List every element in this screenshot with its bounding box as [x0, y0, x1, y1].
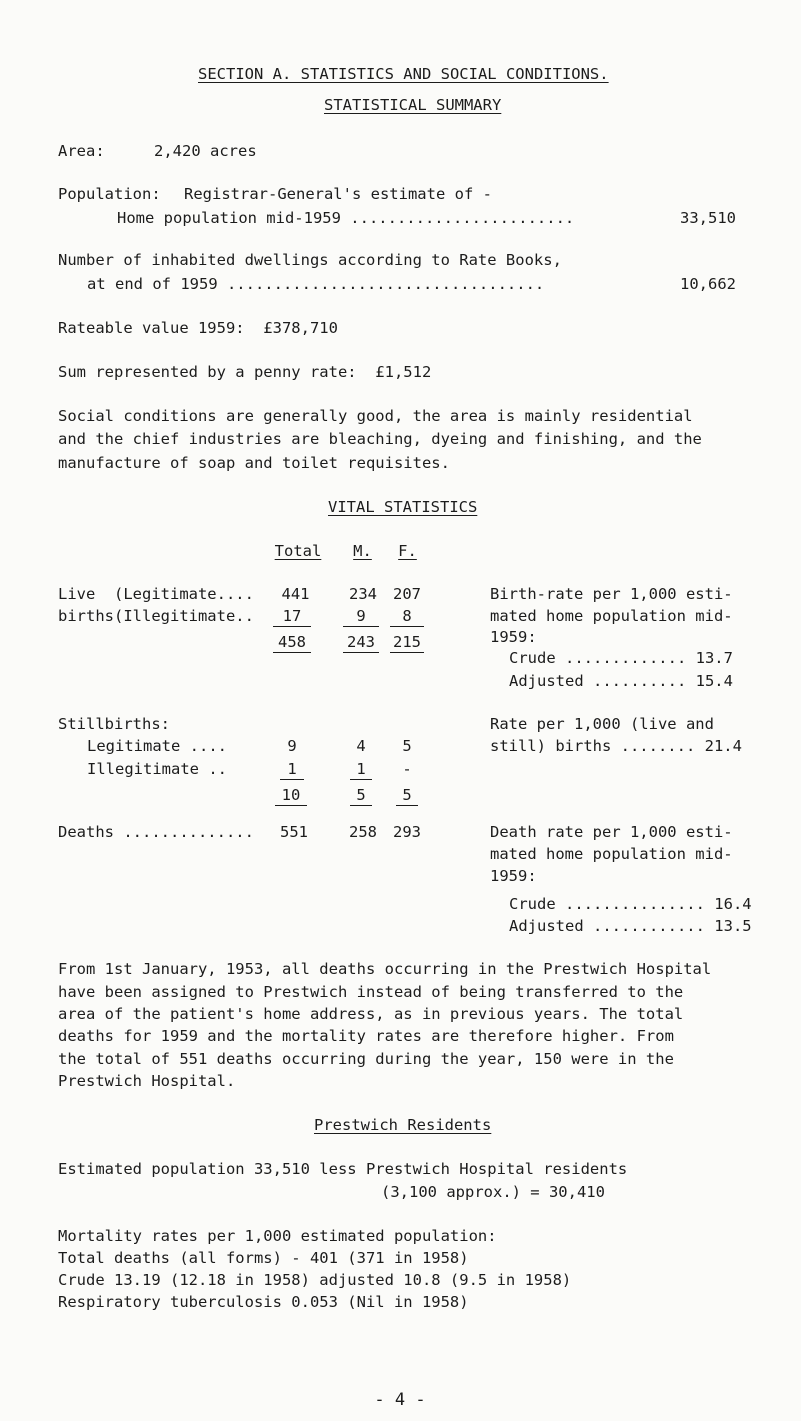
stillbirths-label: Stillbirths:: [58, 715, 170, 733]
still-sum-m: 5: [350, 786, 372, 806]
death-rate-line-3: 1959:: [490, 867, 537, 885]
mortality-line-1: Mortality rates per 1,000 estimated population:: [58, 1227, 497, 1245]
summary-title: STATISTICAL SUMMARY: [324, 96, 502, 114]
header-f: F.: [398, 542, 417, 560]
vital-statistics-title: VITAL STATISTICS: [328, 498, 478, 516]
area-label: Area:: [58, 142, 105, 160]
residents-line-1: Estimated population 33,510 less Prestwich Hospital residents: [58, 1160, 628, 1178]
live-births-label-1: Live (Legitimate....: [58, 585, 254, 603]
live-legit-f: 207: [393, 585, 421, 603]
area-value: 2,420 acres: [154, 142, 257, 160]
live-legit-total: 441: [281, 585, 310, 603]
hospital-note-line-4: deaths for 1959 and the mortality rates are therefore higher. From: [58, 1027, 674, 1045]
death-rate-crude: Crude ............... 16.4: [509, 895, 752, 913]
mortality-line-4: Respiratory tuberculosis 0.053 (Nil in 1958): [58, 1293, 469, 1311]
still-illegit-f: -: [402, 760, 412, 778]
still-rate-line-1: Rate per 1,000 (live and: [490, 715, 714, 733]
dwellings-line1: Number of inhabited dwellings according to Rate Books,: [58, 251, 562, 269]
population-line2: Home population mid-1959 ........................: [117, 209, 575, 227]
social-line-3: manufacture of soap and toilet requisites.: [58, 454, 450, 472]
death-rate-line-1: Death rate per 1,000 esti-: [490, 823, 733, 841]
mortality-line-3: Crude 13.19 (12.18 in 1958) adjusted 10.8 (9.5 in 1958): [58, 1271, 572, 1289]
hospital-note-line-2: have been assigned to Prestwich instead of being transferred to the: [58, 983, 684, 1001]
death-rate-line-2: mated home population mid-: [490, 845, 733, 863]
hospital-note-line-3: area of the patient's home address, as in previous years. The total: [58, 1005, 684, 1023]
still-illegit-m: 1: [350, 760, 372, 780]
deaths-f: 293: [393, 823, 421, 841]
penny-rate: Sum represented by a penny rate: £1,512: [58, 363, 432, 381]
live-sum-f: 215: [390, 633, 424, 653]
still-illegit-total: 1: [280, 760, 304, 780]
population-value: 33,510: [680, 209, 736, 227]
still-sum-total: 10: [275, 786, 307, 806]
hospital-note-line-6: Prestwich Hospital.: [58, 1072, 236, 1090]
still-legit-m: 4: [356, 737, 366, 755]
population-label: Population:: [58, 185, 161, 203]
live-illegit-m: 9: [343, 607, 379, 627]
rateable-value: Rateable value 1959: £378,710: [58, 319, 338, 337]
live-illegit-total: 17: [273, 607, 311, 627]
page-number: - 4 -: [374, 1390, 426, 1410]
death-rate-adjusted: Adjusted ............ 13.5: [509, 917, 752, 935]
dwellings-line2: at end of 1959 ..................................: [87, 275, 545, 293]
hospital-note-line-1: From 1st January, 1953, all deaths occurring in the Prestwich Hospital: [58, 960, 712, 978]
still-legit-f: 5: [402, 737, 412, 755]
live-illegit-f: 8: [390, 607, 424, 627]
mortality-line-2: Total deaths (all forms) - 401 (371 in 1958): [58, 1249, 469, 1267]
social-line-2: and the chief industries are bleaching, dyeing and finishing, and the: [58, 430, 702, 448]
deaths-m: 258: [349, 823, 377, 841]
birth-rate-line-3: 1959:: [490, 628, 537, 646]
birth-rate-adjusted: Adjusted .......... 15.4: [509, 672, 733, 690]
residents-title: Prestwich Residents: [314, 1116, 492, 1134]
still-sum-f: 5: [396, 786, 418, 806]
section-title: SECTION A. STATISTICS AND SOCIAL CONDITIONS.: [198, 65, 609, 83]
deaths-total: 551: [280, 823, 308, 841]
live-births-label-2: births(Illegitimate..: [58, 607, 254, 625]
live-sum-total: 458: [273, 633, 311, 653]
birth-rate-crude: Crude ............. 13.7: [509, 649, 733, 667]
live-sum-m: 243: [343, 633, 379, 653]
header-m: M.: [353, 542, 372, 560]
deaths-label: Deaths ..............: [58, 823, 254, 841]
population-line1: Registrar-General's estimate of -: [184, 185, 492, 203]
dwellings-value: 10,662: [680, 275, 736, 293]
still-legit-total: 9: [287, 737, 297, 755]
header-total: Total: [274, 542, 322, 560]
social-line-1: Social conditions are generally good, the area is mainly residential: [58, 407, 693, 425]
hospital-note-line-5: the total of 551 deaths occurring during the year, 150 were in the: [58, 1050, 674, 1068]
birth-rate-line-2: mated home population mid-: [490, 607, 733, 625]
stillbirths-legit-label: Legitimate ....: [87, 737, 227, 755]
still-rate-line-2: still) births ........ 21.4: [490, 737, 742, 755]
stillbirths-illegit-label: Illegitimate ..: [87, 760, 227, 778]
birth-rate-line-1: Birth-rate per 1,000 esti-: [490, 585, 733, 603]
live-legit-m: 234: [349, 585, 377, 603]
residents-line-2: (3,100 approx.) = 30,410: [381, 1183, 605, 1201]
